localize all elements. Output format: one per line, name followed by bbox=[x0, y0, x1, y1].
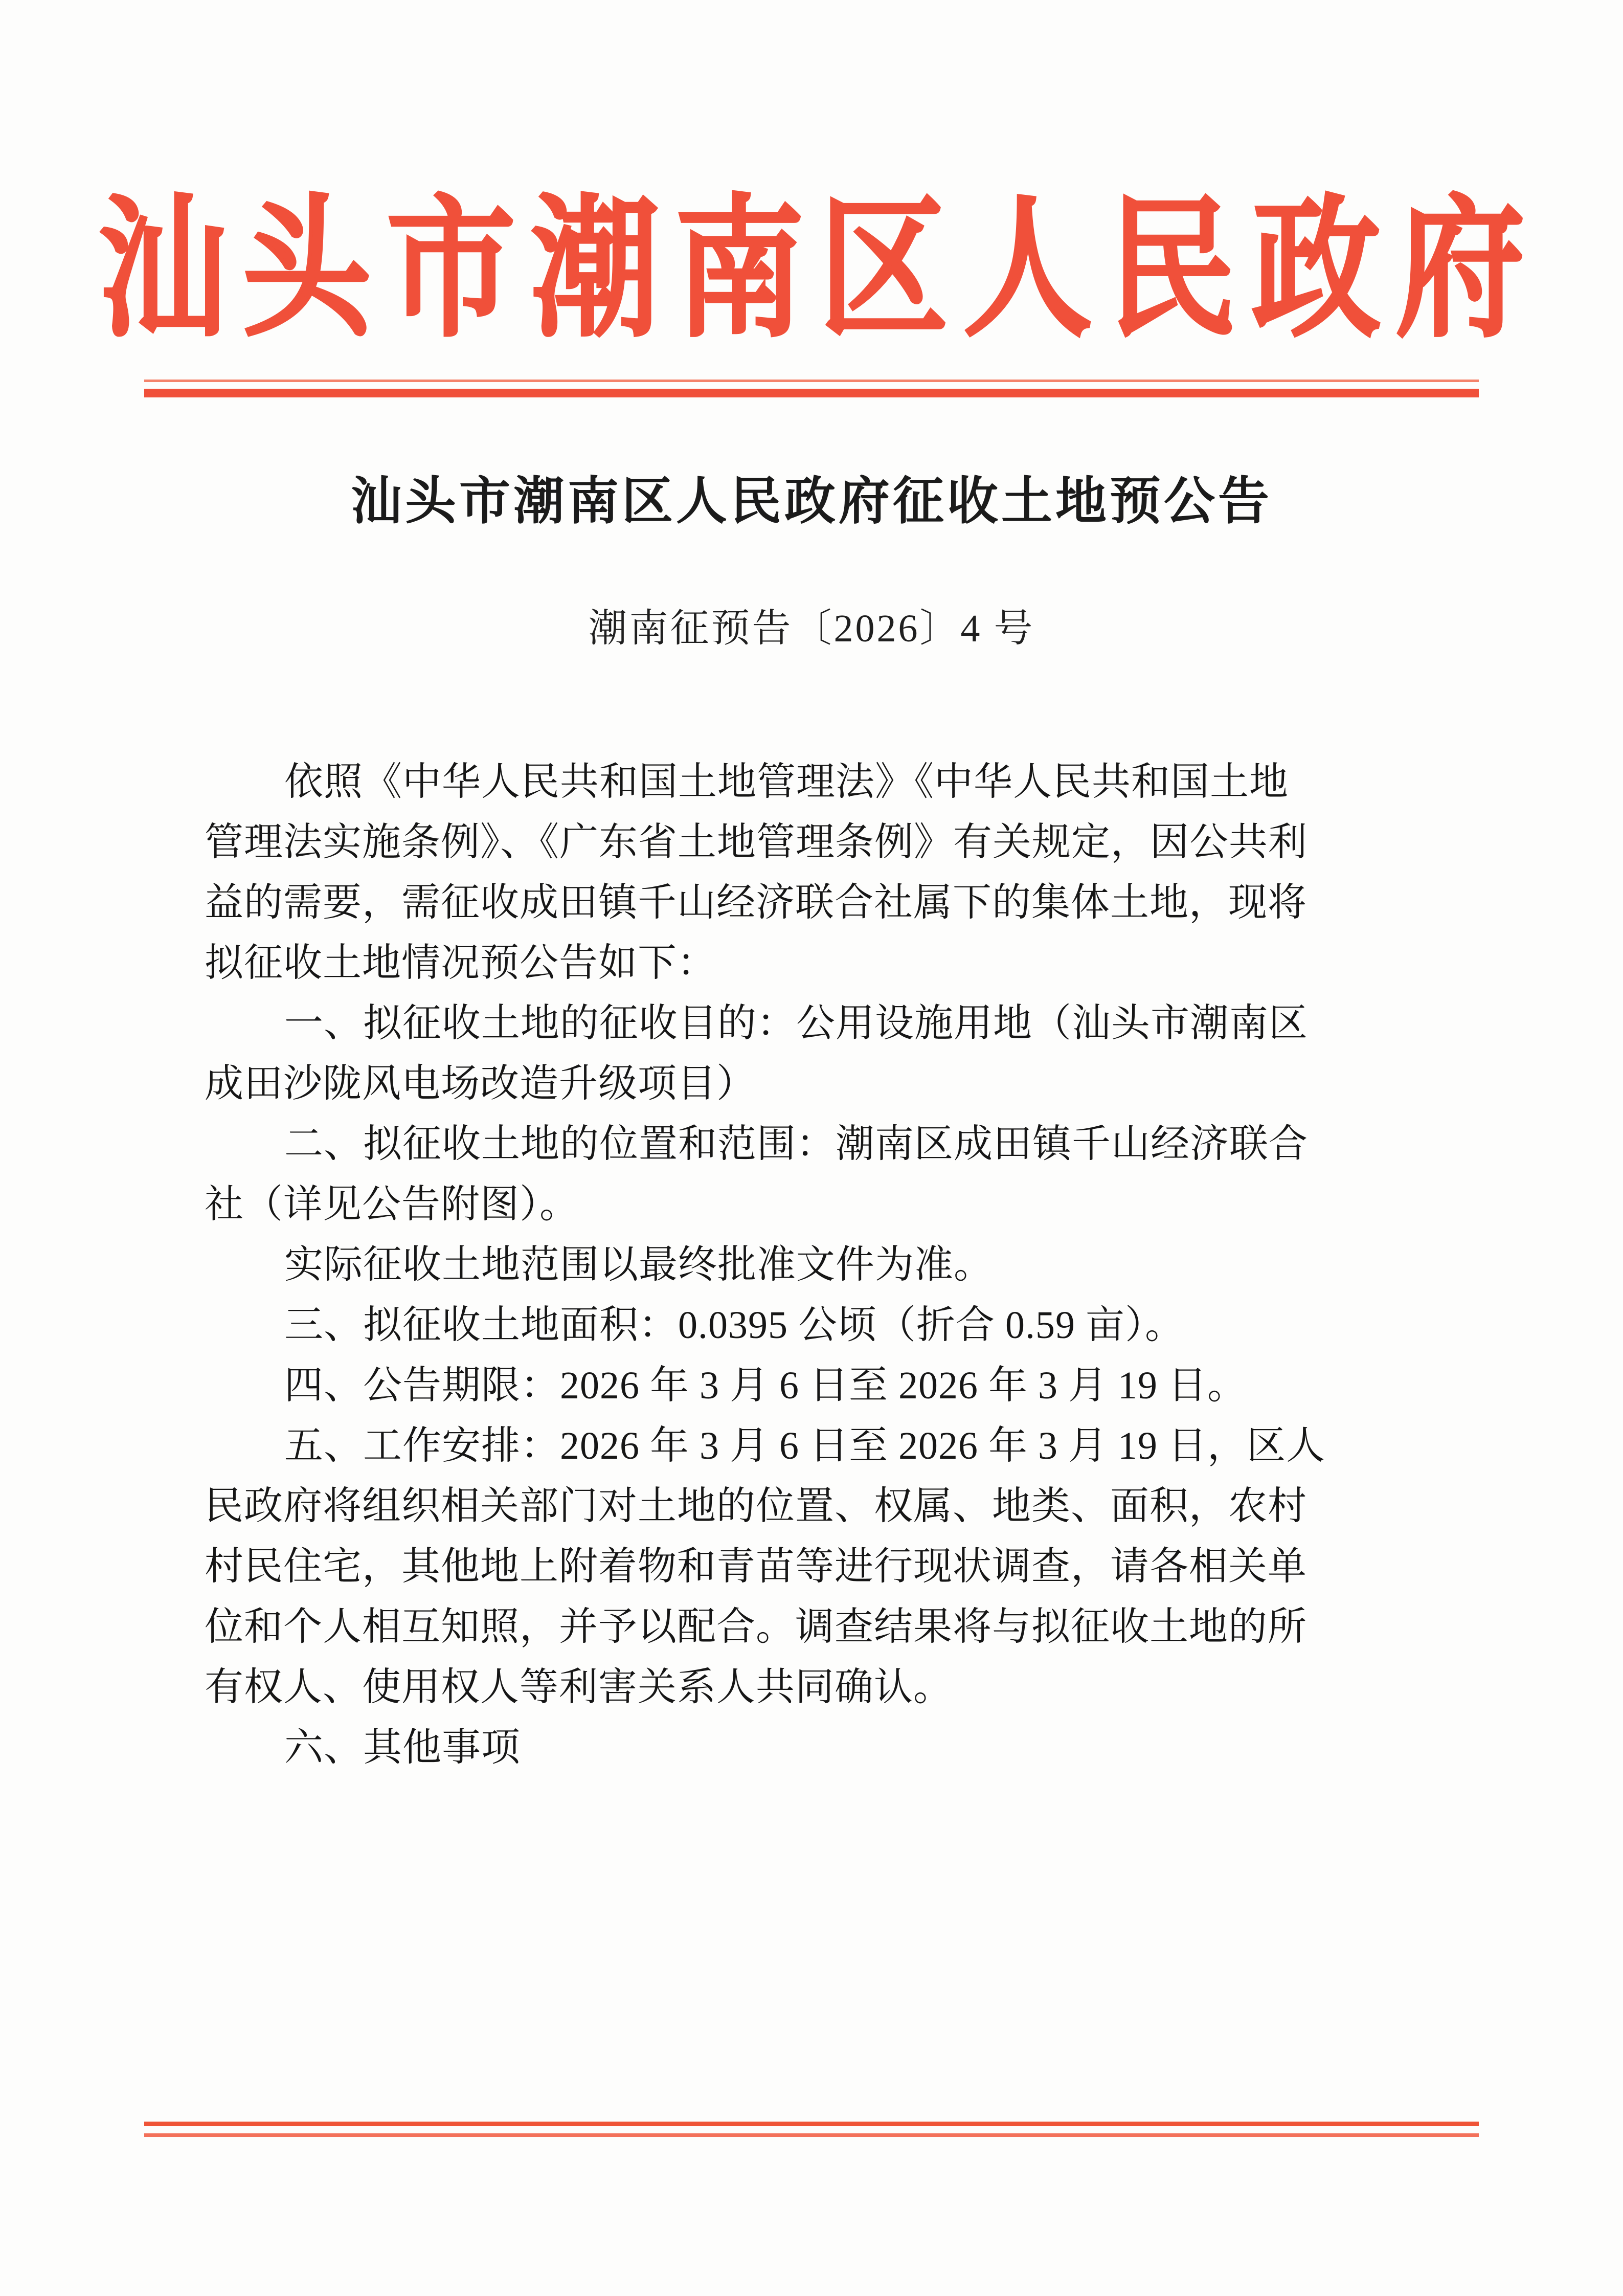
footer-divider-upper bbox=[144, 2122, 1479, 2126]
document-body bbox=[205, 752, 1432, 1778]
document-title: 汕头市潮南区人民政府征收土地预公告 bbox=[351, 473, 1272, 530]
section-2-note-line: 实际征收土地范围以最终批准文件为准。 bbox=[284, 1243, 993, 1286]
footer-divider-group bbox=[144, 2122, 1479, 2137]
paragraph-line: 益的需要，需征收成田镇千山经济联合社属下的集体土地，现将 bbox=[205, 881, 1307, 924]
section-1-line: 成田沙陇风电场改造升级项目） bbox=[205, 1062, 756, 1105]
masthead-organization-name: 汕头市潮南区人民政府 bbox=[98, 186, 1540, 355]
section-2-line: 二、拟征收土地的位置和范围：潮南区成田镇千山经济联合 bbox=[284, 1123, 1308, 1166]
paragraph-line: 拟征收土地情况预公告如下： bbox=[205, 942, 716, 985]
header-divider-thick bbox=[144, 389, 1479, 397]
footer-divider-lower bbox=[144, 2133, 1479, 2137]
section-5-line: 五、工作安排：2026 年 3 月 6 日至 2026 年 3 月 19 日，区人 bbox=[284, 1424, 1325, 1467]
document-number: 潮南征预告〔2026〕4 号 bbox=[588, 607, 1035, 650]
masthead bbox=[0, 186, 1623, 355]
paragraph-line: 依照《中华人民共和国土地管理法》《中华人民共和国土地 bbox=[284, 761, 1289, 804]
section-5-line: 有权人、使用权人等利害关系人共同确认。 bbox=[205, 1666, 953, 1709]
section-6-line: 六、其他事项 bbox=[284, 1726, 521, 1769]
section-1-line: 一、拟征收土地的征收目的：公用设施用地（汕头市潮南区 bbox=[284, 1002, 1308, 1045]
section-5-line: 位和个人相互知照，并予以配合。调查结果将与拟征收土地的所 bbox=[205, 1606, 1307, 1648]
paragraph-line: 管理法实施条例》、《广东省土地管理条例》有关规定，因公共利 bbox=[205, 821, 1308, 864]
section-2-line: 社（详见公告附图）。 bbox=[205, 1183, 579, 1226]
section-5-line: 村民住宅，其他地上附着物和青苗等进行现状调查，请各相关单 bbox=[205, 1545, 1307, 1588]
section-4-line: 四、公告期限：2026 年 3 月 6 日至 2026 年 3 月 19 日。 bbox=[284, 1364, 1247, 1407]
section-5-line: 民政府将组织相关部门对土地的位置、权属、地类、面积，农村 bbox=[205, 1485, 1307, 1528]
header-divider-thin bbox=[144, 380, 1479, 382]
header-divider-group bbox=[144, 380, 1479, 397]
section-3-line: 三、拟征收土地面积：0.0395 公顷（折合 0.59 亩）。 bbox=[284, 1304, 1184, 1347]
